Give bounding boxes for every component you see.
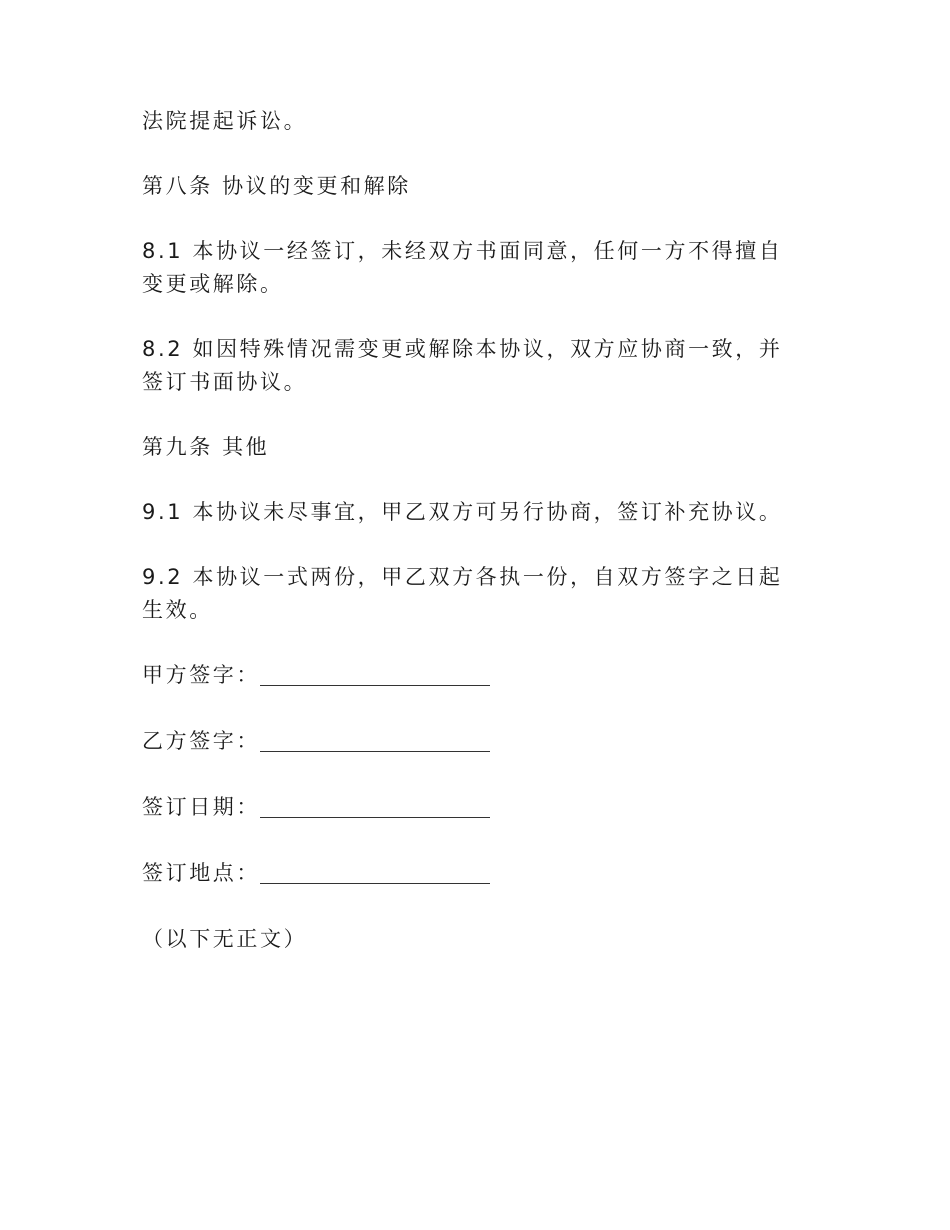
paragraph-litigation-end: 法院提起诉讼。 [142,109,308,133]
clause-8-2: 8.2 如因特殊情况需变更或解除本协议，双方应协商一致，并签订书面协议。 [142,337,783,394]
clause-8-1: 8.1 本协议一经签订，未经双方书面同意，任何一方不得擅自变更或解除。 [142,239,783,296]
signature-party-a-label: 甲方签字： [142,663,260,687]
signing-date [142,791,802,824]
clause-9-2: 9.2 本协议一式两份，甲乙双方各执一份，自双方签字之日起生效。 [142,565,783,622]
signature-party-b-label: 乙方签字： [142,729,260,753]
signature-party-b [142,725,802,758]
closing-note: （以下无正文） [142,927,308,951]
signature-party-b-line[interactable] [260,731,490,752]
heading-article-9: 第九条 其他 [142,435,270,459]
signing-date-label: 签订日期： [142,795,260,819]
clause-9-1: 9.1 本协议未尽事宜，甲乙双方可另行协商，签订补充协议。 [142,500,783,524]
signing-place-line[interactable] [260,863,490,884]
heading-article-8: 第八条 协议的变更和解除 [142,174,411,198]
signing-date-line[interactable] [260,797,490,818]
document-body [142,105,802,988]
signing-place-label: 签订地点： [142,861,260,885]
signature-party-a-line[interactable] [260,665,490,686]
signature-party-a [142,659,802,692]
signing-place [142,857,802,890]
